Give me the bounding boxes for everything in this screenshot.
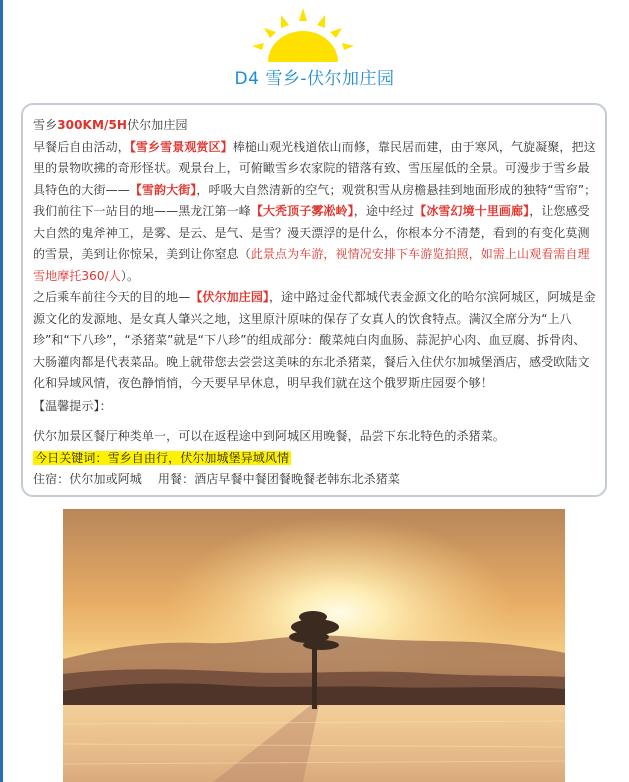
tips-label: 【温馨提示】： bbox=[33, 398, 112, 413]
paragraph-text: ，呼吸大自然清新的空气；观赏积雪从房檐悬挂到地面形成的独特“雪帘”；我们前往下一站目的地——黑龙江第一峰 bbox=[33, 182, 597, 218]
stay-meal-line: 住宿：伏尔加或阿城 用餐：酒店早餐中餐团餐晚餐老韩东北杀猪菜 bbox=[33, 472, 400, 486]
optional-fee-note: 此景点为车游，视情况安排下车游览拍照，如需上山观看需自理雪地摩托360/人 bbox=[33, 247, 590, 283]
itinerary-card bbox=[21, 103, 607, 497]
route-line bbox=[33, 115, 597, 137]
highlight-volga-manor: 【伏尔加庄园】 bbox=[190, 290, 270, 304]
paragraph-text: ，让您感受大自然的鬼斧神工，是雾、是云、是气、是雪？漫天漂浮的是什么，你根本分不清楚，看到的有变化莫测的雪景，美到让你惊呆，美到让你窒息（ bbox=[33, 204, 590, 261]
route-start: 雪乡 bbox=[33, 118, 58, 132]
keyword-highlight: 今日关键词：雪乡自由行，伏尔加城堡异域风情 bbox=[35, 450, 290, 465]
paragraph-xuexiang bbox=[33, 137, 597, 288]
paragraph-text: 棒槌山观光栈道依山而修，靠民居而建，由于寒风，气旋凝聚，把这里的景物吹拂的奇形怪状。观景台上，可俯瞰雪乡农家院的错落有致、雪压屋低的全景。可漫步于雪乡最具特色的大街—— bbox=[33, 139, 596, 197]
highlight-xueyun-street: 【雪韵大街】 bbox=[129, 182, 197, 197]
day-title: D4 雪乡-伏尔加庄园 bbox=[234, 69, 395, 89]
sun-icon bbox=[248, 6, 358, 64]
paragraph-text: ，途中经过 bbox=[353, 204, 415, 218]
page-left-border bbox=[0, 0, 3, 782]
route-end: 伏尔加庄园 bbox=[127, 118, 188, 132]
sunset-snow-tree-photo bbox=[63, 509, 565, 782]
highlight-ice-gallery: 【冰雪幻境十里画廊】 bbox=[414, 204, 530, 218]
highlight-snow-scenic-area: 【雪乡雪景观赏区】 bbox=[129, 139, 233, 154]
tips-text: 伏尔加景区餐厅种类单一，可以在返程途中到阿城区用晚餐，品尝下东北特色的杀猪菜。 bbox=[33, 429, 505, 443]
keyword-line bbox=[33, 448, 597, 470]
route-distance: 300KM/5H bbox=[57, 118, 128, 132]
paragraph-text: 之后乘车前往今天的目的地— bbox=[33, 290, 191, 304]
highlight-datudingzi-peak: 【大秃顶子雾凇岭】 bbox=[250, 204, 354, 218]
paragraph-text: ）。 bbox=[120, 268, 140, 283]
paragraph-text: ，途中路过金代都城代表金源文化的哈尔滨阿城区，阿城是金源文化的发源地、是女真人肇兴之地，这里原汁原味的保存了女真人的饮食特点。满汉全席分为“上八珍”和“下八珍”，“杀猪菜”就是“下八珍”的组成部分：酸菜炖白肉血肠、蒜泥护心肉、血豆腐、拆骨肉、大肠灌肉都是代表菜品。晚上就带您去尝尝这美味的东北杀猪菜，餐后入住伏尔加城堡酒店，感受欧陆文化和异域风情，夜色静悄悄，今天要早早休息，明早我们就在这个俄罗斯庄园耍个够！ bbox=[33, 290, 596, 390]
paragraph-text: 早餐后自由活动， bbox=[33, 139, 130, 154]
paragraph-volga bbox=[33, 287, 597, 395]
